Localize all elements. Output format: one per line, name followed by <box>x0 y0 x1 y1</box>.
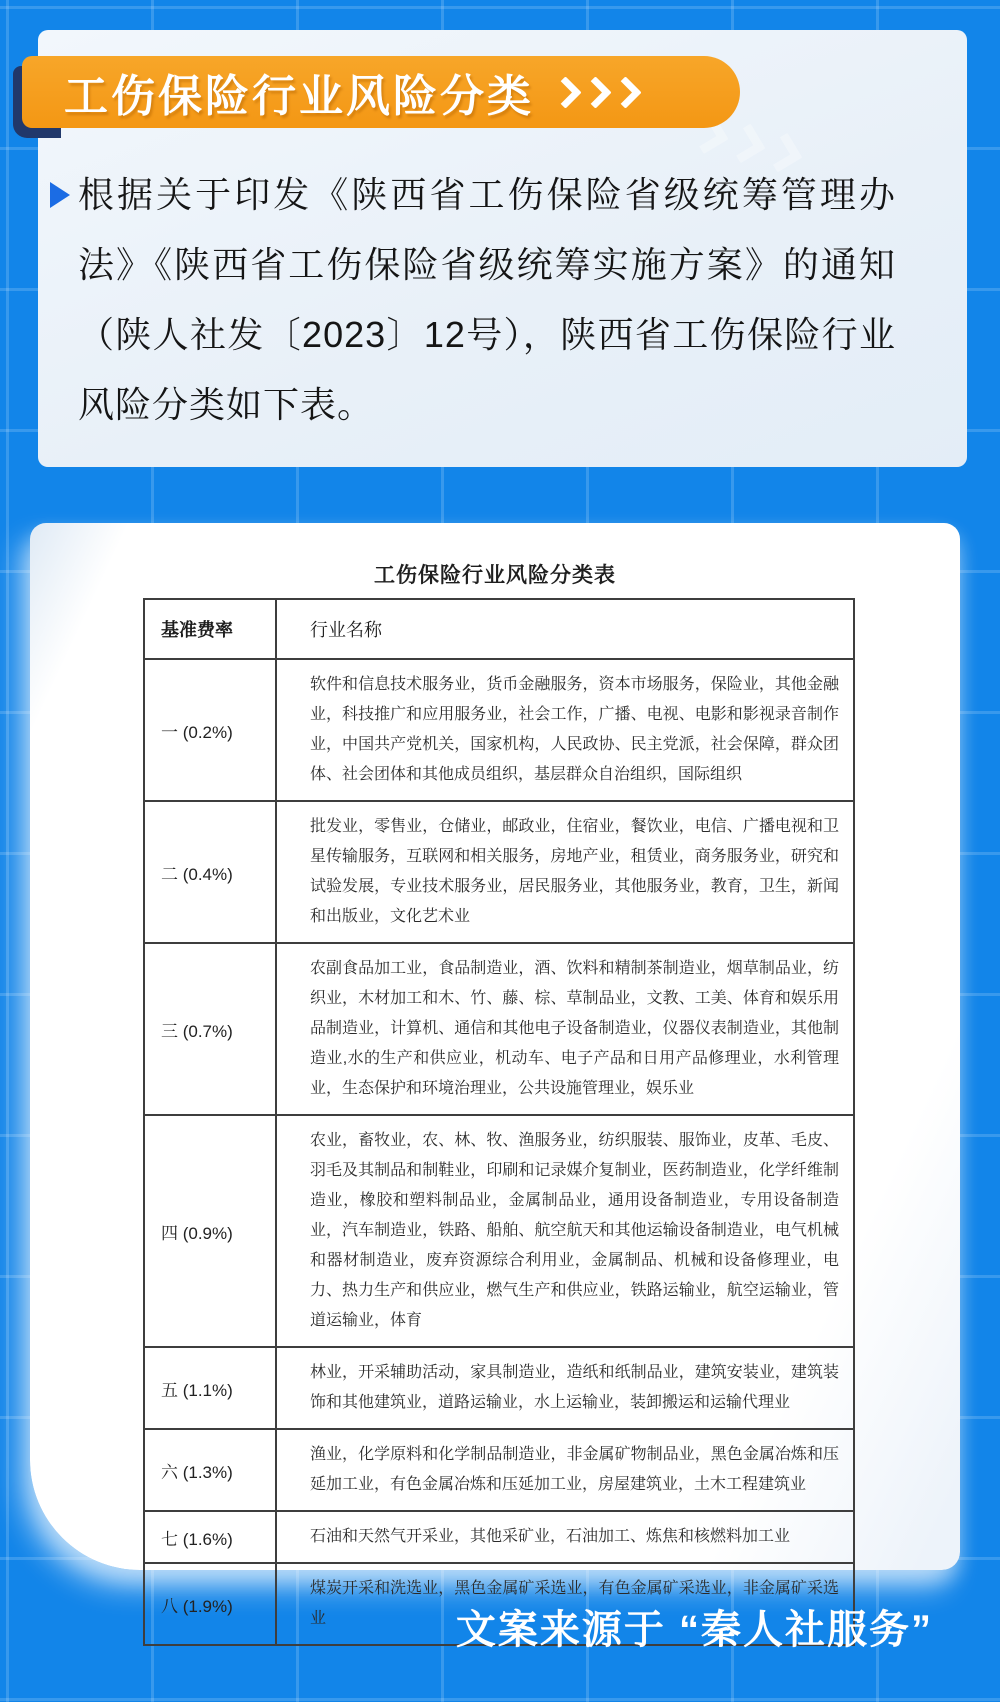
industries-cell: 软件和信息技术服务业，货币金融服务，资本市场服务，保险业，其他金融业，科技推广和应用服务业，社会工作，广播、电视、电影和影视录音制作业，中国共产党机关，国家机构，人民政协、民主党派，社会保障，群众团体、社会团体和其他成员组织，基层群众自治组织，国际组织 <box>276 659 854 801</box>
table-row <box>144 1347 854 1429</box>
industries-cell: 渔业，化学原料和化学制品制造业，非金属矿物制品业，黑色金属冶炼和压延加工业，有色金属冶炼和压延加工业，房屋建筑业，土木工程建筑业 <box>276 1429 854 1511</box>
table-row <box>144 1115 854 1347</box>
rate-cell: 六 (1.3%) <box>144 1429 276 1511</box>
industries-cell: 批发业，零售业，仓储业，邮政业，住宿业，餐饮业，电信、广播电视和卫星传输服务，互联网和相关服务，房地产业，租赁业，商务服务业，研究和试验发展，专业技术服务业，居民服务业，其他服务业，教育，卫生，新闻和出版业，文化艺术业 <box>276 801 854 943</box>
rate-cell: 五 (1.1%) <box>144 1347 276 1429</box>
column-header-base-rate: 基准费率 <box>144 599 276 659</box>
table-row <box>144 801 854 943</box>
industries-cell: 煤炭开采和洗选业，黑色金属矿采选业，有色金属矿采选业，非金属矿采选业 <box>276 1563 854 1645</box>
rate-cell: 八 (1.9%) <box>144 1563 276 1645</box>
title-banner <box>22 56 740 128</box>
table-row <box>144 659 854 801</box>
page-title: 工伤保险行业风险分类 <box>64 72 534 121</box>
column-header-industry: 行业名称 <box>276 599 854 659</box>
table-card <box>30 523 960 1627</box>
source-credit: 文案来源于 “秦人社服务” <box>455 1608 933 1652</box>
chevron-right-icon <box>579 76 612 109</box>
rate-cell: 七 (1.6%) <box>144 1511 276 1563</box>
rate-cell: 三 (0.7%) <box>144 943 276 1115</box>
chevron-right-icon <box>554 81 644 104</box>
table-row <box>144 1429 854 1511</box>
table-row <box>144 943 854 1115</box>
table-row <box>144 1511 854 1563</box>
triangle-bullet-icon <box>50 182 70 208</box>
industries-cell: 农业，畜牧业，农、林、牧、渔服务业，纺织服装、服饰业，皮革、毛皮、羽毛及其制品和制鞋业，印刷和记录媒介复制业，医药制造业，化学纤维制造业，橡胶和塑料制品业，金属制品业，通用设备制造业，专用设备制造业，汽车制造业，铁路、船舶、航空航天和其他运输设备制造业，电气机械和器材制造业，废弃资源综合利用业，金属制品、机械和设备修理业，电力、热力生产和供应业，燃气生产和供应业，铁路运输业，航空运输业，管道运输业，体育 <box>276 1115 854 1347</box>
industries-cell: 农副食品加工业，食品制造业，酒、饮料和精制茶制造业，烟草制品业，纺织业，木材加工和木、竹、藤、棕、草制品业，文教、工美、体育和娱乐用品制造业，计算机、通信和其他电子设备制造业，仪器仪表制造业，其他制造业,水的生产和供应业，机动车、电子产品和日用产品修理业，水利管理业，生态保护和环境治理业，公共设施管理业，娱乐业 <box>276 943 854 1115</box>
chevron-right-icon <box>609 76 642 109</box>
intro-section <box>50 160 900 440</box>
risk-classification-table <box>143 598 855 1646</box>
rate-cell: 二 (0.4%) <box>144 801 276 943</box>
chevron-right-icon <box>549 76 582 109</box>
rate-cell: 四 (0.9%) <box>144 1115 276 1347</box>
rate-cell: 一 (0.2%) <box>144 659 276 801</box>
industries-cell: 石油和天然气开采业，其他采矿业，石油加工、炼焦和核燃料加工业 <box>276 1511 854 1563</box>
table-title: 工伤保险行业风险分类表 <box>374 564 616 587</box>
industries-cell: 林业，开采辅助活动，家具制造业，造纸和纸制品业，建筑安装业，建筑装饰和其他建筑业，道路运输业，水上运输业，装卸搬运和运输代理业 <box>276 1347 854 1429</box>
table-header-row <box>144 599 854 659</box>
intro-text: 根据关于印发《陕西省工伤保险省级统筹管理办法》《陕西省工伤保险省级统筹实施方案》的通知（陕人社发〔2023〕12号），陕西省工伤保险行业风险分类如下表。 <box>78 174 896 425</box>
